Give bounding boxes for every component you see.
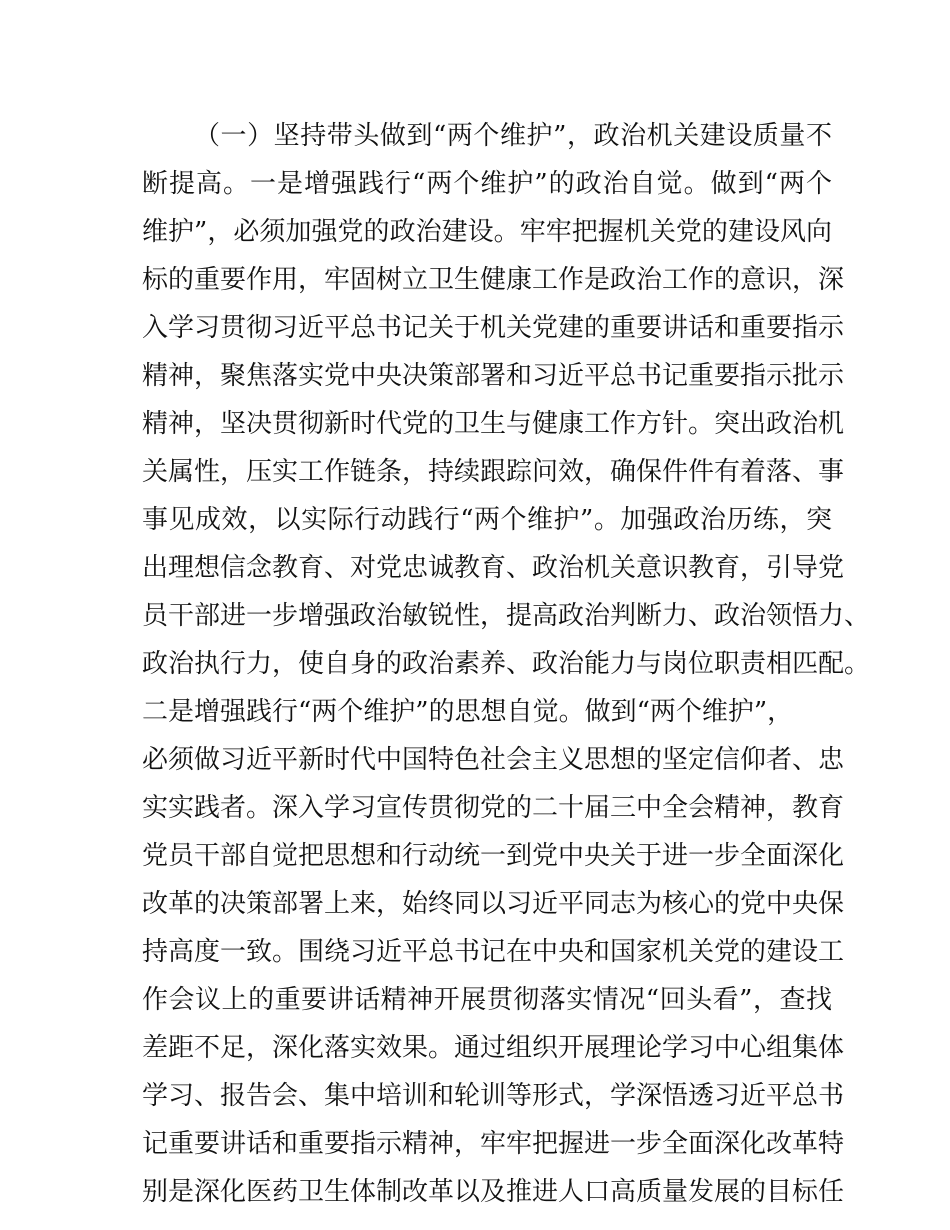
text-line: 关属性，压实工作链条，持续跟踪问效，确保件件有着落、事 xyxy=(142,457,845,487)
text-line: 断提高。一是增强践行“两个维护”的政治自觉。做到“两个 xyxy=(142,169,832,199)
text-line: 别是深化医药卫生体制改革以及推进人口高质量发展的目标任 xyxy=(142,1177,845,1207)
text-line: 精神，聚焦落实党中央决策部署和习近平总书记重要指示批示 xyxy=(142,361,845,391)
text-line: 员干部进一步增强政治敏锐性，提高政治判断力、政治领悟力、 xyxy=(142,601,871,631)
text-line: 党员干部自觉把思想和行动统一到党中央关于进一步全面深化 xyxy=(142,841,845,871)
body-text xyxy=(142,112,871,1216)
text-line: 维护”，必须加强党的政治建设。牢牢把握机关党的建设风向 xyxy=(142,217,832,247)
text-line: 精神，坚决贯彻新时代党的卫生与健康工作方针。突出政治机 xyxy=(142,409,845,439)
text-line: 出理想信念教育、对党忠诚教育、政治机关意识教育，引导党 xyxy=(142,553,845,583)
text-line: 事见成效，以实际行动践行“两个维护”。加强政治历练，突 xyxy=(142,505,832,535)
text-line: 差距不足，深化落实效果。通过组织开展理论学习中心组集体 xyxy=(142,1033,845,1063)
text-line: 必须做习近平新时代中国特色社会主义思想的坚定信仰者、忠 xyxy=(142,745,845,775)
text-line: 改革的决策部署上来，始终同以习近平同志为核心的党中央保 xyxy=(142,889,845,919)
text-line: 学习、报告会、集中培训和轮训等形式，学深悟透习近平总书 xyxy=(142,1081,845,1111)
text-line: 二是增强践行“两个维护”的思想自觉。做到“两个维护”， xyxy=(142,697,794,727)
text-line: 政治执行力，使自身的政治素养、政治能力与岗位职责相匹配。 xyxy=(142,649,871,679)
text-line: 持高度一致。围绕习近平总书记在中央和国家机关党的建设工 xyxy=(142,937,845,967)
text-line: 入学习贯彻习近平总书记关于机关党建的重要讲话和重要指示 xyxy=(142,313,845,343)
text-line: 标的重要作用，牢固树立卫生健康工作是政治工作的意识，深 xyxy=(142,265,845,295)
text-line: （一）坚持带头做到“两个维护”，政治机关建设质量不 xyxy=(194,121,832,151)
text-line: 记重要讲话和重要指示精神，牢牢把握进一步全面深化改革特 xyxy=(142,1129,845,1159)
text-line: 实实践者。深入学习宣传贯彻党的二十届三中全会精神，教育 xyxy=(142,793,845,823)
text-line: 作会议上的重要讲话精神开展贯彻落实情况“回头看”，查找 xyxy=(142,985,832,1015)
